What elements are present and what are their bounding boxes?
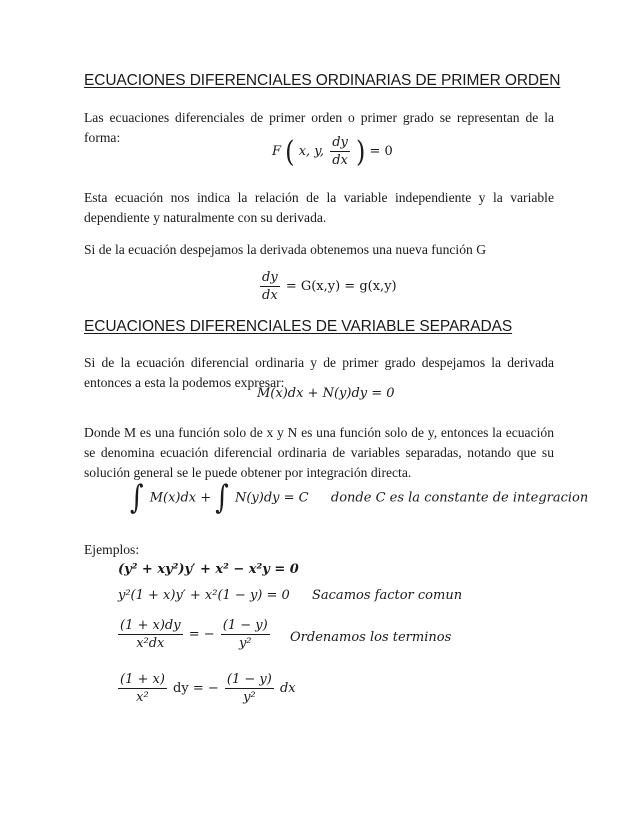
frac-numerator: dy [332, 135, 348, 150]
explain-paragraph: Esta ecuación nos indica la relación de la variable independiente y la variable dependiente y naturalmente con su derivada. [84, 190, 554, 225]
note-ordenamos: Ordenamos los terminos [290, 630, 452, 645]
eq-derivative-fraction [330, 135, 350, 168]
example-step-separated [116, 672, 296, 705]
frac-denominator: x²dx [136, 636, 165, 651]
eq2-rhs: = G(x,y) = g(x,y) [285, 279, 397, 294]
integral-note: donde C es la constante de integracion [330, 490, 589, 506]
ejemplos-label: Ejemplos: [84, 542, 140, 557]
eq-f: F [272, 144, 282, 159]
despeje-paragraph: Si de la ecuación despejamos la derivada obtenemos una nueva función G [84, 242, 487, 257]
eq-rhs: = 0 [369, 144, 393, 159]
right-fraction [225, 672, 274, 705]
section-title-separadas: ECUACIONES DIFERENCIALES DE VARIABLE SEPARADAS [84, 318, 513, 335]
left-fraction [118, 672, 167, 705]
integral-term1: M(x)dx + [149, 490, 212, 506]
right-fraction [221, 618, 270, 651]
example-step-ordenar [116, 618, 272, 651]
equals-minus: = − [188, 627, 215, 642]
frac-numerator: dy [262, 270, 278, 285]
equation-general-form [272, 135, 393, 168]
eq-args: x, y, [298, 144, 325, 159]
frac-numerator: (1 − y) [222, 618, 268, 633]
equation-g-function [258, 270, 397, 303]
integral-sign-2: ∫ [215, 479, 229, 517]
frac-numerator: (1 − y) [226, 672, 272, 687]
equation-integral [130, 479, 589, 517]
frac-numerator: (1 + x) [120, 672, 165, 687]
frac-denominator: y² [243, 690, 256, 705]
integral-sign-1: ∫ [130, 479, 144, 517]
intro-paragraph: Las ecuaciones diferenciales de primer orden o primer grado se representan de la forma: [84, 110, 554, 145]
frac-denominator: x² [136, 690, 149, 705]
frac-denominator: dx [262, 288, 278, 303]
dy-equals-minus: dy = − [173, 681, 219, 696]
integral-term2: N(y)dy = C [234, 490, 309, 506]
intro2-paragraph: Si de la ecuación diferencial ordinaria y de primer grado despejamos la derivada entonces a esta la podemos expresar: [84, 355, 554, 390]
eq-close-paren: ) [356, 134, 366, 169]
left-fraction [118, 618, 183, 651]
section-title-ordinarias: ECUACIONES DIFERENCIALES ORDINARIAS DE PRIMER ORDEN [84, 72, 561, 89]
frac-numerator: (1 + x)dy [120, 618, 181, 633]
dx-tail: dx [279, 681, 296, 696]
frac-denominator: dx [332, 153, 348, 168]
note-factor-comun: Sacamos factor comun [312, 588, 463, 603]
explain2-paragraph: Donde M es una función solo de x y N es una función solo de y, entonces la ecuación se denomina ecuación diferencial ordinaria de variables separadas, notando que su solución general se le puede obtener por integración directa. [84, 425, 554, 480]
eq-open-paren: ( [285, 134, 295, 169]
frac-denominator: y² [238, 636, 252, 651]
eq2-derivative-fraction [260, 270, 280, 303]
example-step-factor: y²(1 + x)y′ + x²(1 − y) = 0 [118, 588, 290, 603]
example-equation: (y² + xy²)y′ + x² − x²y = 0 [118, 562, 299, 577]
equation-m-n: M(x)dx + N(y)dy = 0 [257, 386, 395, 401]
